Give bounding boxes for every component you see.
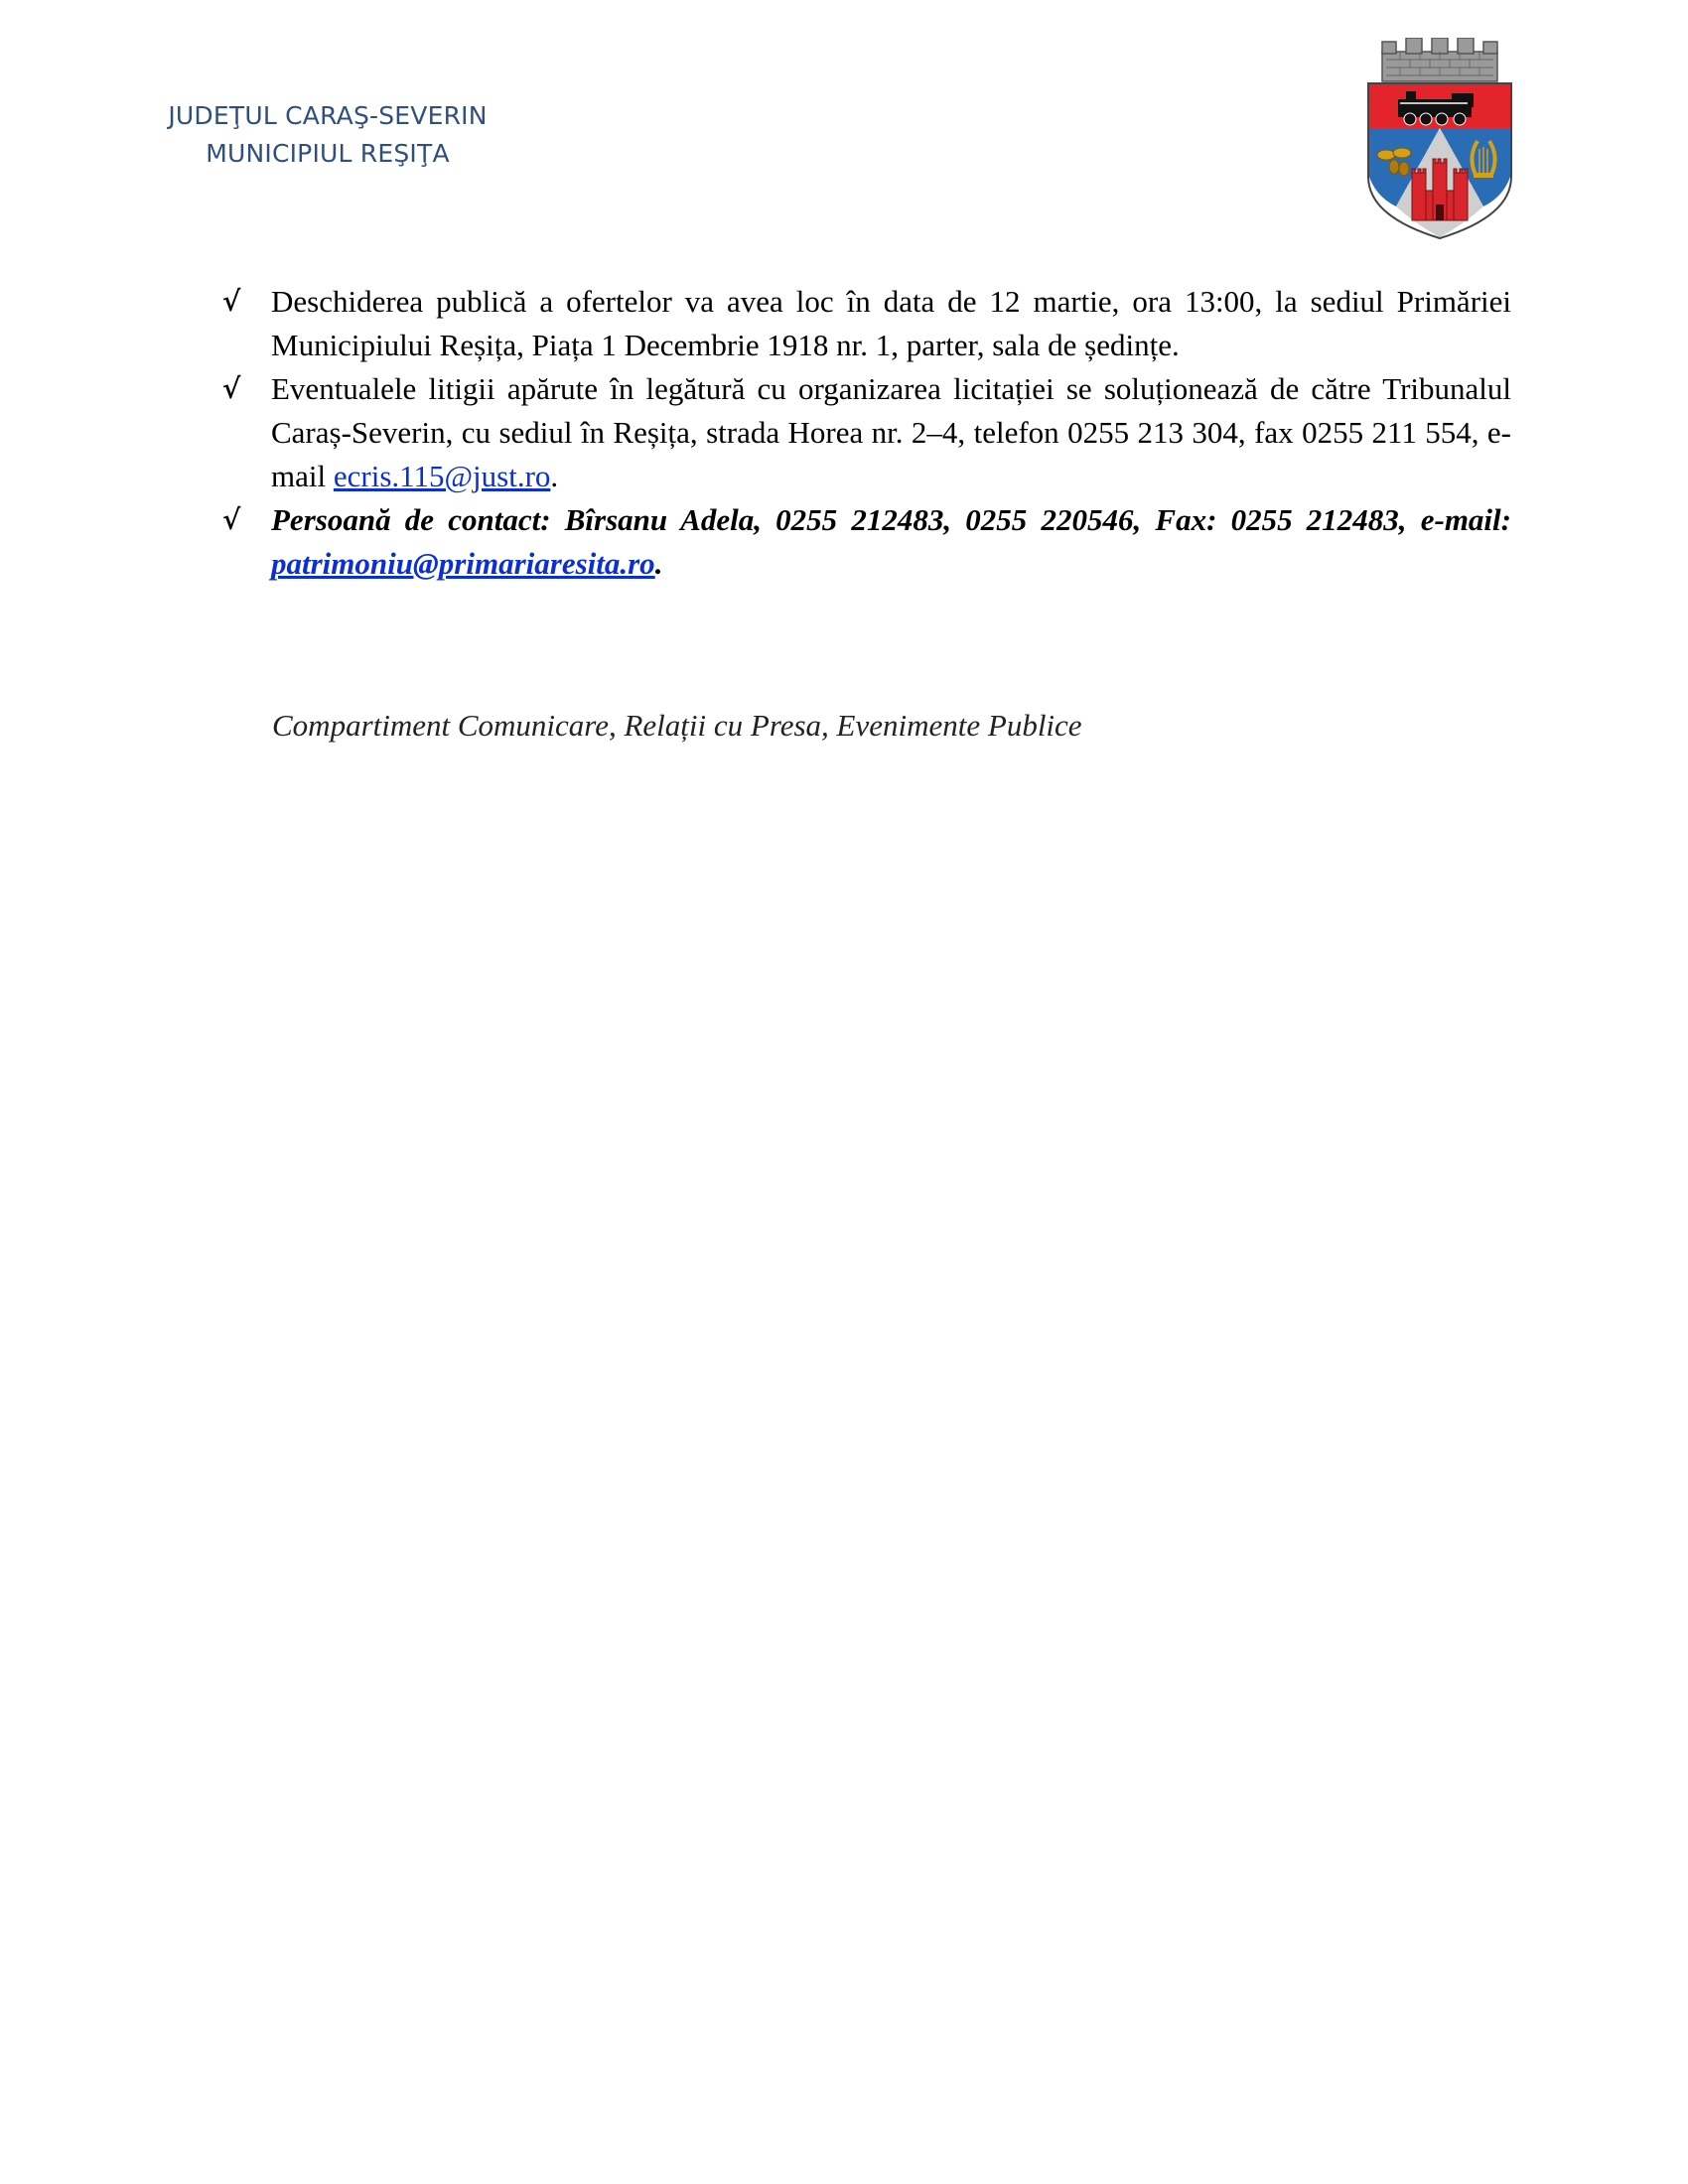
list-item-litigation — [218, 367, 1511, 498]
municipality-name: MUNICIPIUL REŞIŢA — [206, 139, 450, 168]
contact-email-link[interactable]: patrimoniu@primariaresita.ro — [271, 546, 655, 581]
mural-crown-icon — [1382, 38, 1497, 81]
conditions-list — [218, 280, 1511, 586]
document-header — [149, 97, 506, 173]
contact-text: Persoană de contact: Bîrsanu Adela, 0255 212483, 0255 220546, Fax: 0255 212483, e-mail: — [271, 502, 1511, 537]
checkmark-icon: √ — [222, 285, 241, 318]
court-email-link[interactable]: ecris.115@just.ro — [333, 459, 551, 493]
litigation-text: Eventualele litigii apărute în legătură cu organizarea licitației se soluționează de către Tribunalul Caraș-Severin, cu sediul în Reșița, strada Horea nr. 2–4, telefon 0255 213 304, fax 0255 211 554, e-mail — [271, 371, 1511, 493]
resita-coat-of-arms-icon — [1360, 38, 1519, 241]
public-opening-text: Deschiderea publică a ofertelor va avea loc în data de 12 martie, ora 13:00, la sediul Primăriei Municipiului Reșița, Piața 1 Decembrie 1918 nr. 1, parter, sala de ședințe. — [271, 284, 1511, 362]
checkmark-icon: √ — [222, 372, 241, 405]
contact-text-end: . — [654, 546, 663, 581]
checkmark-icon: √ — [222, 503, 241, 536]
litigation-text-end: . — [550, 459, 559, 493]
department-signature: Compartiment Comunicare, Relații cu Presa, Evenimente Publice — [272, 708, 1082, 743]
county-name: JUDEŢUL CARAŞ-SEVERIN — [168, 101, 488, 130]
list-item-contact — [218, 498, 1511, 586]
list-item-public-opening — [218, 280, 1511, 367]
